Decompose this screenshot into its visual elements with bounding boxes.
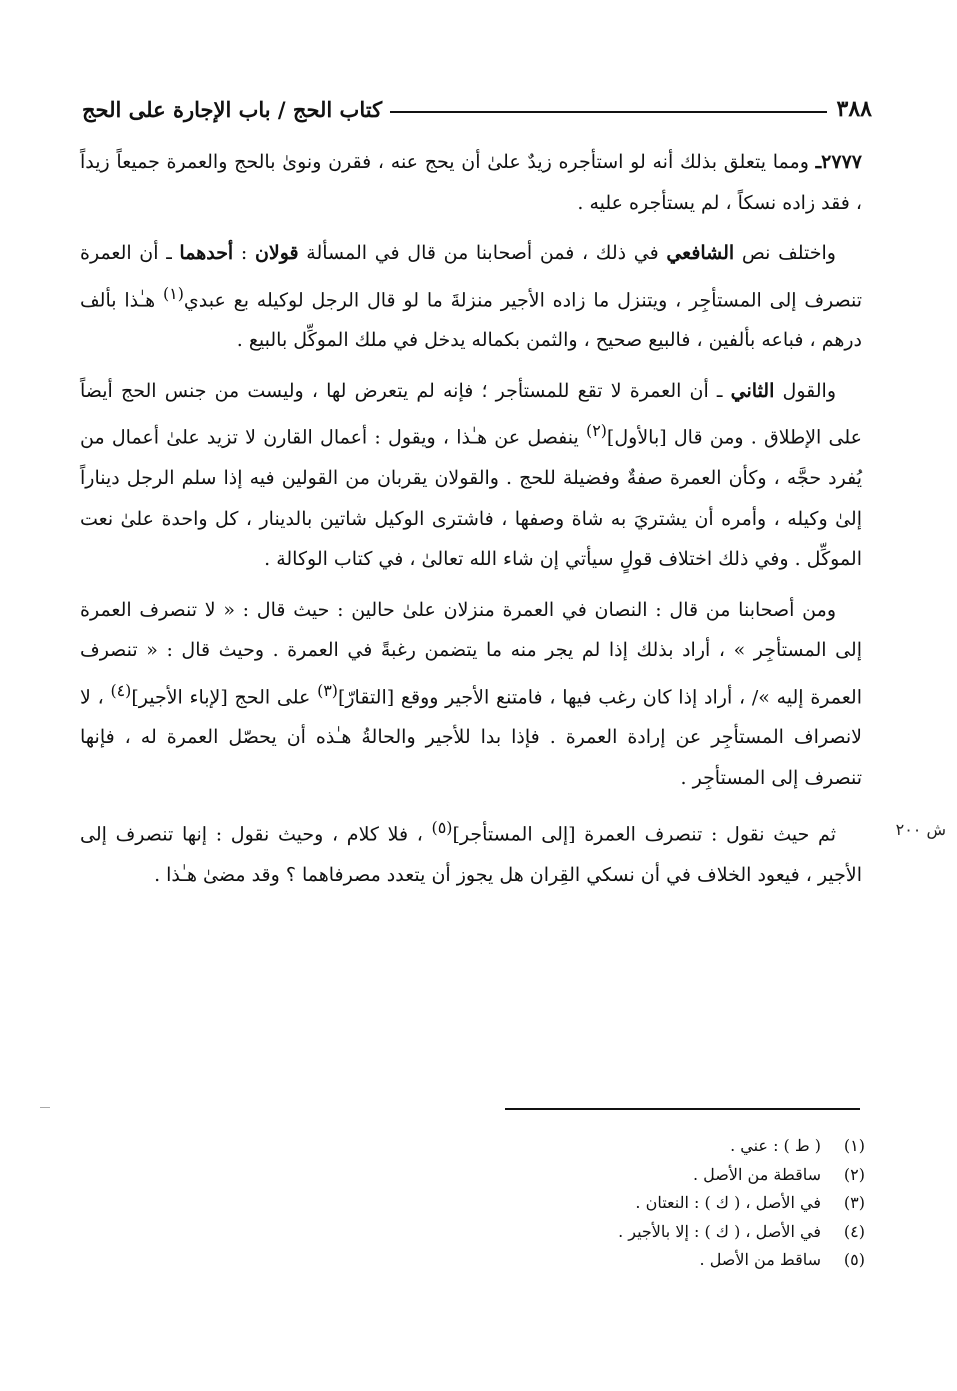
main-text	[80, 142, 862, 906]
footnote: (٥) ساقط من الأصل .	[699, 1250, 865, 1269]
scan-mark	[40, 1107, 50, 1108]
scholar-name: الشافعي	[666, 242, 735, 264]
footnote-ref-2: (٢)	[586, 421, 607, 441]
header-rule	[390, 111, 826, 113]
footnote-ref-4: (٤)	[110, 680, 132, 700]
manuscript-folio-note: ش ٢٠٠	[895, 820, 946, 839]
footnote-ref-5: (٥)	[431, 818, 453, 838]
footnote: (٣) في الأصل ، ( ك ) : النعتان .	[635, 1193, 865, 1212]
paragraph-conclusion: ثم حيث نقول : تنصرف العمرة [إلى المستأجر]$^{(٥)}$ ، فلا كلام ، وحيث نقول : إنها تنصرف إلى الأجير ، فيعود الخلاف في أن نسكي القِران هل يجوز أن يتعدد مصرفاهما ؟ وقد مضىٰ هـٰذا .	[80, 818, 862, 887]
paragraph-two-states: ومن أصحابنا من قال : النصان في العمرة منزلان علىٰ حالين : حيث قال : « لا تنصرف العمرة إلى المستأجِر » ، أراد بذلك إذا لم يجر منه ما يتضمن رغبةً في العمرة . وحيث قال : « تنصرف العمرة إليه »/ ، أراد إذا كان رغب فيها ، فامتنع الأجير ووقع [التقارّ]$^{(٣)}$ على الحج [لإباء الأجير]$^{(٤)}$ ، لا لانصراف المستأجِر عن إرادة العمرة . فإذا بدا للأجير والحالةُ هـٰذه أن يحصّل العمرة له ، فإنها تنصرف إلى المستأجِر .	[80, 598, 862, 789]
issue-number: ٢٧٧٧ـ	[815, 151, 862, 173]
footnotes	[400, 1132, 865, 1275]
paragraph-two-opinions: واختلف نص الشافعي في ذلك ، فمن أصحابنا من قال في المسألة قولان : أحدهما ـ أن العمرة تنصرف إلى المستأجِر ، ويتنزل ما زاده الأجير منزلةَ ما لو قال الرجل لوكيله بع عبدي$^{(١)}$ هـٰذا بألف درهم ، فباعه بألفين ، فالبيع صحيح ، والثمن بكماله يدخل في ملك الموكِّل بالبيع .	[80, 242, 863, 352]
footnote: (٤) في الأصل ، ( ك ) : إلا بالأجير .	[618, 1221, 865, 1241]
footnote: (٢) ساقطة من الأصل .	[693, 1164, 865, 1184]
running-title: كتاب الحج / باب الإجارة على الحج	[82, 97, 383, 122]
paragraph-2777: ٢٧٧٧ـ ومما يتعلق بذلك أنه لو استأجره زيدٌ علىٰ أن يحج عنه ، فقرن ونوىٰ بالحج والعمرة جميعاً زيداً ، فقد زاده نسكاً ، لم يستأجره عليه .	[80, 151, 862, 214]
page-number: ٣٨٨	[836, 96, 872, 122]
paragraph-second-opinion: والقول الثاني ـ أن العمرة لا تقع للمستأجر ؛ فإنه لم يتعرض لها ، وليست من جنس الحج أيضاً على الإطلاق . ومن قال [بالأول]$^{(٢)}$ ينفصل عن هـٰذا ، ويقول : أعمال القارن لا تزيد علىٰ أعمال من يُفرد حجَّه ، وكأن العمرة صفةٌ وفضيلة للحج . والقولان يقربان من القولين فيه إذا سلم الرجل ديناراً إلىٰ وكيله ، وأمره أن يشتريَ به شاة وصفها ، فاشترى الوكيل شاتين بالدينار ، كل واحدة علىٰ نعت الموكِّل . وفي ذلك اختلاف قولٍ سيأتي إن شاء الله تعالىٰ ، في كتاب الوكالة .	[80, 379, 862, 571]
page-header	[82, 82, 872, 122]
footnote-ref-3: (٣)	[317, 680, 338, 700]
footnote-ref-1: (١)	[162, 283, 184, 303]
footnote-separator	[505, 1108, 860, 1110]
footnote: (١) ( ط ) : عني .	[730, 1136, 865, 1155]
